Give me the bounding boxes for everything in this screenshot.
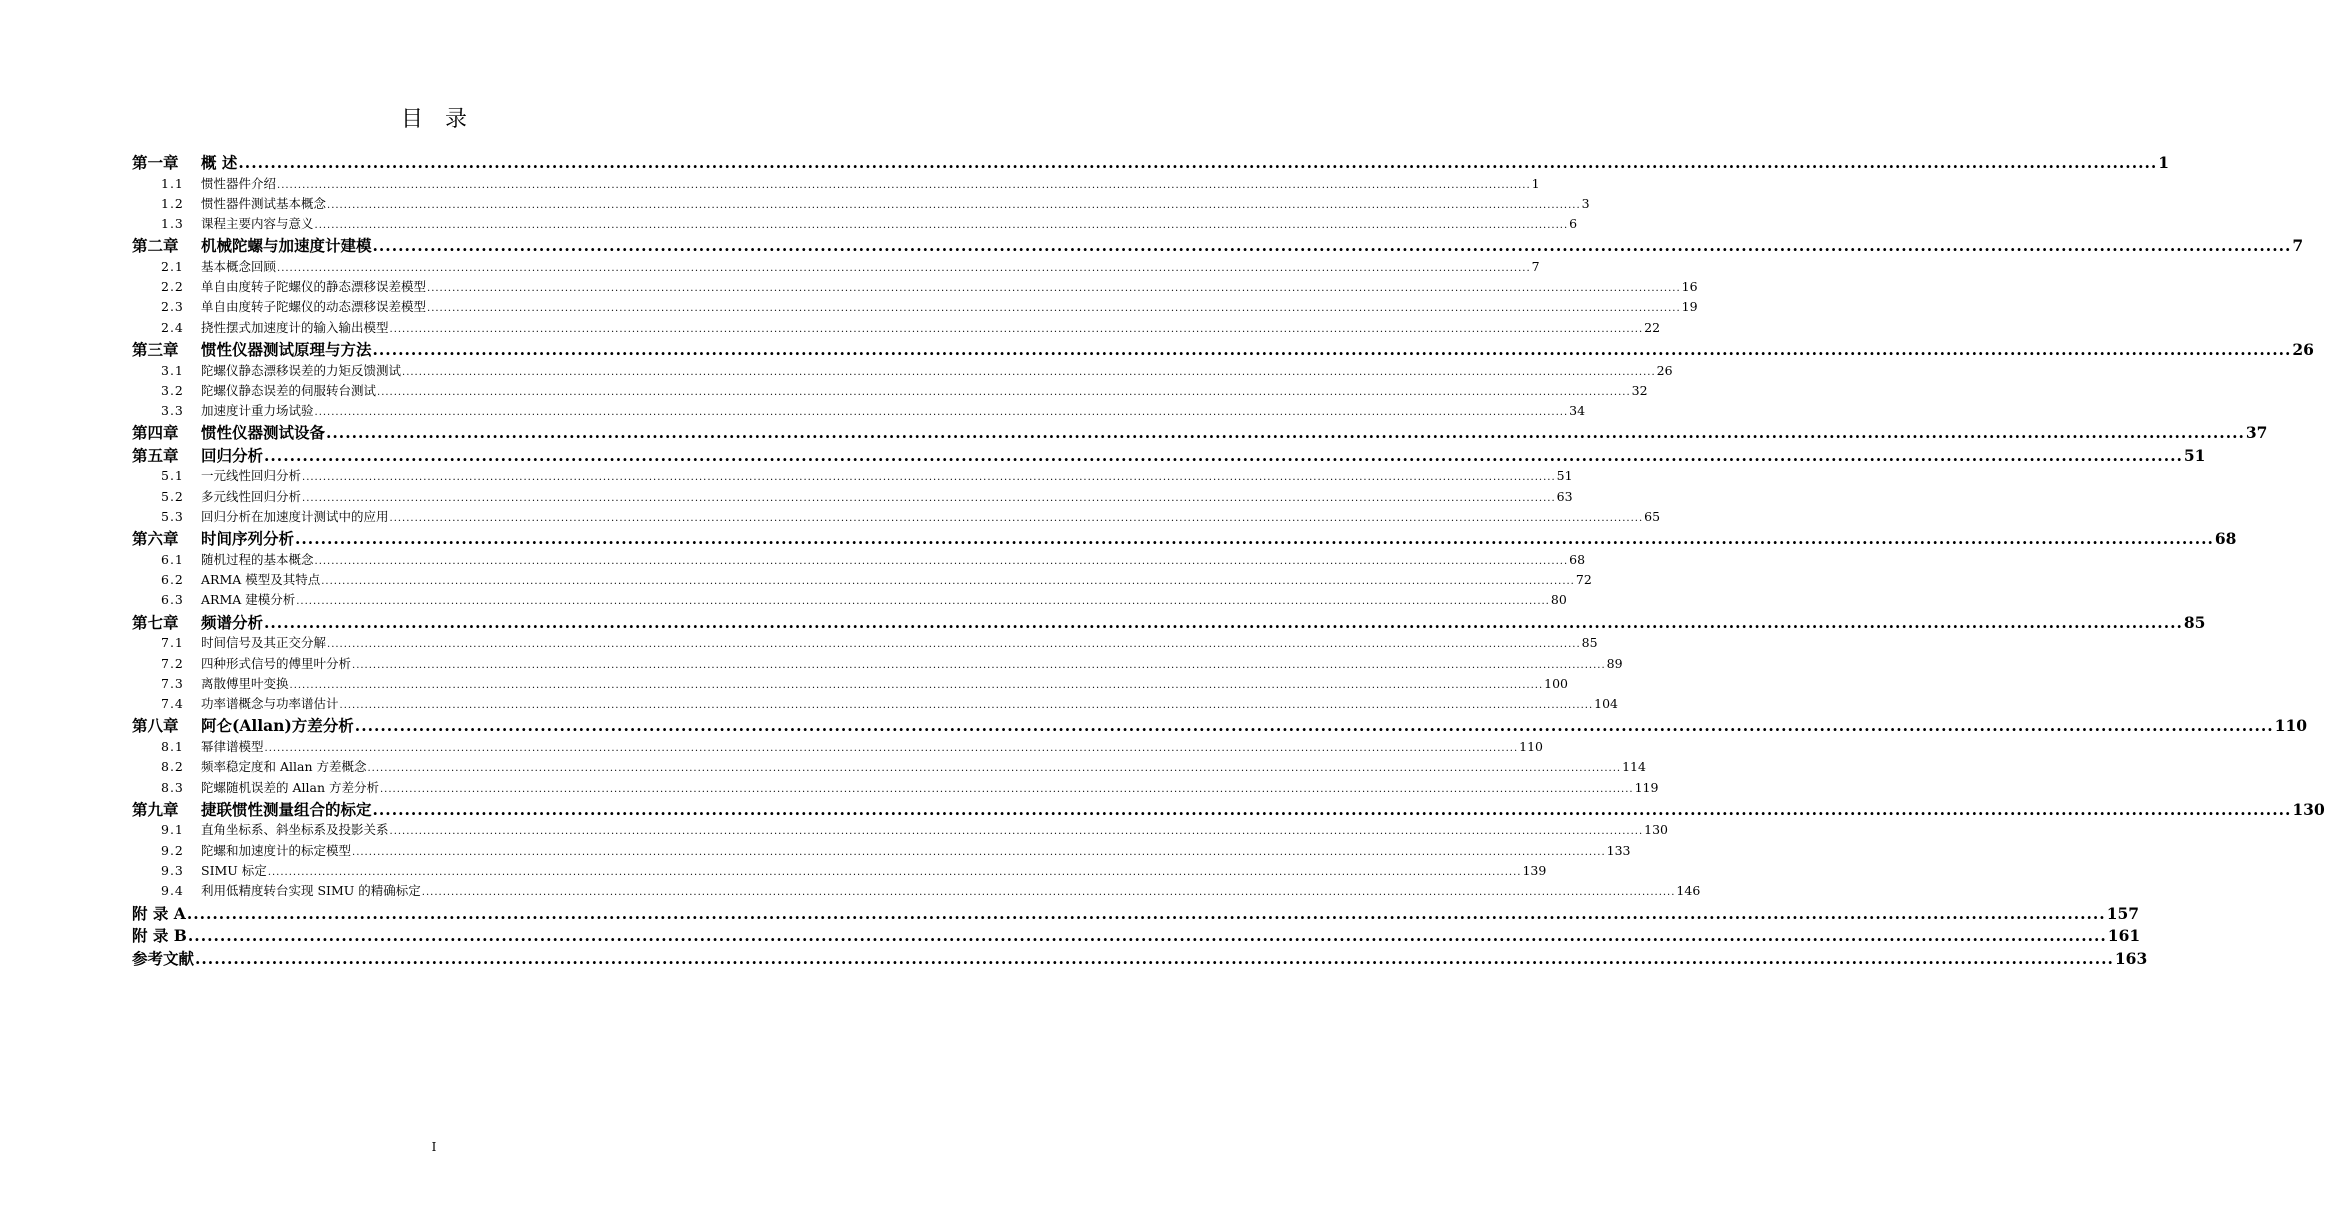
- entry-page-number: 51: [1556, 468, 1573, 484]
- entry-title: 直角坐标系、斜坐标系及投影关系: [201, 822, 389, 838]
- dot-leader: ............................................................................................................................................................................................................................................................................................................: [372, 236, 2292, 256]
- entry-page-number: 114: [1622, 759, 1646, 775]
- toc-section-entry[interactable]: [132, 570, 1592, 590]
- entry-page-number: 7: [1531, 258, 1540, 274]
- dot-leader: ............................................................................................................................................................................................................................................................................................................: [314, 220, 1569, 232]
- entry-number: 2.1: [161, 258, 184, 274]
- toc-section-entry[interactable]: [132, 194, 1590, 214]
- entry-title: 单自由度转子陀螺仪的静态漂移误差模型: [201, 279, 427, 295]
- entry-number: 6.2: [161, 572, 184, 588]
- entry-page-number: 139: [1522, 862, 1547, 878]
- entry-title: 惯性仪器测试设备: [201, 423, 326, 443]
- entry-number: 3.3: [161, 403, 184, 419]
- entry-number: 7.1: [161, 635, 184, 651]
- toc-section-entry[interactable]: [132, 381, 1648, 401]
- toc-chapter-entry[interactable]: [132, 947, 2148, 970]
- entry-page-number: 68: [1569, 551, 1586, 567]
- entry-page-number: 1: [1531, 175, 1540, 191]
- toc-section-entry[interactable]: [132, 257, 1540, 277]
- toc-chapter-entry[interactable]: [132, 444, 2206, 467]
- entry-title: 频率稳定度和 Allan 方差概念: [201, 759, 367, 775]
- entry-number: 5.1: [161, 468, 184, 484]
- entry-page-number: 110: [2274, 716, 2308, 736]
- entry-title: 时间序列分析: [201, 529, 295, 549]
- entry-page-number: 110: [1519, 738, 1543, 754]
- entry-title: 频谱分析: [201, 612, 264, 632]
- toc-chapter-entry[interactable]: [132, 902, 2140, 925]
- entry-title: 挠性摆式加速度计的输入输出模型: [201, 319, 389, 335]
- toc-section-entry[interactable]: [132, 297, 1698, 317]
- entry-title: ARMA 建模分析: [201, 592, 296, 608]
- entry-title: 参考文献: [132, 948, 195, 968]
- entry-title: 离散傅里叶变换: [201, 675, 289, 691]
- entry-title: 基本概念回顾: [201, 258, 277, 274]
- toc-section-entry[interactable]: [132, 401, 1586, 421]
- dot-leader: ............................................................................................................................................................................................................................................................................................................: [267, 866, 1522, 878]
- entry-title: 多元线性回归分析: [201, 488, 302, 504]
- entry-title: 回归分析: [201, 445, 264, 465]
- toc-chapter-entry[interactable]: [132, 611, 2206, 634]
- dot-leader: ............................................................................................................................................................................................................................................................................................................: [327, 199, 1581, 211]
- entry-page-number: 26: [2292, 340, 2314, 360]
- toc-section-entry[interactable]: [132, 487, 1573, 507]
- toc-section-entry[interactable]: [132, 861, 1547, 881]
- toc-section-entry[interactable]: [132, 674, 1568, 694]
- entry-page-number: 133: [1606, 842, 1631, 858]
- entry-title: 幂律谱模型: [201, 738, 264, 754]
- toc-section-entry[interactable]: [132, 318, 1661, 338]
- toc-section-entry[interactable]: [132, 590, 1567, 610]
- entry-number: 第八章: [132, 716, 179, 736]
- toc-chapter-entry[interactable]: [132, 151, 2170, 174]
- dot-leader: ............................................................................................................................................................................................................................................................................................................: [277, 262, 1531, 274]
- entry-number: 5.3: [161, 509, 184, 525]
- dot-leader: ............................................................................................................................................................................................................................................................................................................: [379, 783, 1634, 795]
- entry-number: 第二章: [132, 236, 179, 256]
- entry-page-number: 130: [2292, 799, 2325, 819]
- entry-number: 9.4: [161, 883, 184, 899]
- entry-page-number: 85: [1581, 635, 1598, 651]
- toc-chapter-entry[interactable]: [132, 234, 2304, 257]
- entry-page-number: 3: [1581, 195, 1590, 211]
- dot-leader: ............................................................................................................................................................................................................................................................................................................: [264, 742, 1519, 754]
- entry-number: 8.2: [161, 759, 184, 775]
- dot-leader: ............................................................................................................................................................................................................................................................................................................: [187, 926, 2107, 946]
- dot-leader: ............................................................................................................................................................................................................................................................................................................: [314, 555, 1569, 567]
- entry-number: 2.2: [161, 279, 184, 295]
- toc-section-entry[interactable]: [132, 466, 1573, 486]
- entry-number: 3.1: [161, 362, 184, 378]
- entry-number: 3.2: [161, 382, 184, 398]
- entry-page-number: 119: [1634, 779, 1659, 795]
- entry-page-number: 16: [1681, 279, 1698, 295]
- toc-chapter-entry[interactable]: [132, 421, 2268, 444]
- entry-page-number: 80: [1550, 592, 1567, 608]
- entry-number: 8.1: [161, 738, 184, 754]
- entry-page-number: 85: [2183, 612, 2206, 632]
- toc-section-entry[interactable]: [132, 694, 1618, 714]
- dot-leader: ............................................................................................................................................................................................................................................................................................................: [264, 612, 2183, 632]
- dot-leader: ............................................................................................................................................................................................................................................................................................................: [314, 407, 1569, 419]
- entry-title: 机械陀螺与加速度计建模: [201, 236, 372, 256]
- entry-page-number: 161: [2107, 926, 2141, 946]
- dot-leader: ............................................................................................................................................................................................................................................................................................................: [427, 283, 1681, 295]
- dot-leader: ............................................................................................................................................................................................................................................................................................................: [352, 659, 1606, 671]
- entry-page-number: 72: [1575, 572, 1592, 588]
- dot-leader: ............................................................................................................................................................................................................................................................................................................: [372, 340, 2292, 360]
- entry-page-number: 51: [2183, 445, 2206, 465]
- dot-leader: ............................................................................................................................................................................................................................................................................................................: [302, 492, 1556, 504]
- toc-section-entry[interactable]: [132, 841, 1631, 861]
- toc-section-entry[interactable]: [132, 277, 1698, 297]
- entry-page-number: 22: [1644, 319, 1661, 335]
- entry-title: 捷联惯性测量组合的标定: [201, 799, 372, 819]
- dot-leader: ............................................................................................................................................................................................................................................................................................................: [389, 826, 1644, 838]
- dot-leader: ............................................................................................................................................................................................................................................................................................................: [289, 679, 1544, 691]
- toc-section-entry[interactable]: [132, 507, 1661, 527]
- dot-leader: ............................................................................................................................................................................................................................................................................................................: [427, 303, 1681, 315]
- entry-title: 概 述: [201, 153, 238, 172]
- entry-title: 功率谱概念与功率谱估计: [201, 696, 339, 712]
- page-number: I: [431, 1140, 437, 1154]
- toc-section-entry[interactable]: [132, 654, 1623, 674]
- toc-section-entry[interactable]: [132, 737, 1543, 757]
- entry-number: 第七章: [132, 612, 179, 632]
- toc-section-entry[interactable]: [132, 550, 1586, 570]
- dot-leader: ............................................................................................................................................................................................................................................................................................................: [326, 423, 2245, 443]
- entry-page-number: 163: [2114, 948, 2148, 968]
- dot-leader: ............................................................................................................................................................................................................................................................................................................: [339, 700, 1594, 712]
- entry-number: 8.3: [161, 779, 184, 795]
- entry-number: 1.1: [161, 175, 184, 191]
- entry-page-number: 68: [2214, 529, 2237, 549]
- dot-leader: ............................................................................................................................................................................................................................................................................................................: [264, 445, 2183, 465]
- entry-title: 陀螺仪静态误差的伺服转台测试: [201, 382, 377, 398]
- toc-section-entry[interactable]: [132, 174, 1540, 194]
- entry-page-number: 37: [2245, 423, 2268, 443]
- entry-number: 6.3: [161, 592, 184, 608]
- toc-section-entry[interactable]: [132, 820, 1668, 840]
- dot-leader: ............................................................................................................................................................................................................................................................................................................: [372, 799, 2292, 819]
- entry-number: 6.1: [161, 551, 184, 567]
- entry-title: 单自由度转子陀螺仪的动态漂移误差模型: [201, 299, 427, 315]
- entry-number: 9.1: [161, 822, 184, 838]
- entry-number: 2.4: [161, 319, 184, 335]
- toc-section-entry[interactable]: [132, 881, 1701, 901]
- entry-page-number: 104: [1594, 696, 1618, 712]
- entry-number: 1.3: [161, 216, 184, 232]
- entry-title: 陀螺和加速度计的标定模型: [201, 842, 352, 858]
- entry-page-number: 89: [1606, 655, 1623, 671]
- entry-page-number: 34: [1569, 403, 1586, 419]
- entry-title: 四种形式信号的傅里叶分析: [201, 655, 352, 671]
- entry-page-number: 7: [2292, 236, 2304, 256]
- dot-leader: ............................................................................................................................................................................................................................................................................................................: [354, 716, 2274, 736]
- toc-chapter-entry[interactable]: [132, 798, 2325, 821]
- entry-number: 7.2: [161, 655, 184, 671]
- table-of-contents: [132, 151, 2325, 969]
- entry-number: 第四章: [132, 423, 179, 443]
- entry-number: 第三章: [132, 340, 179, 360]
- entry-number: 1.2: [161, 195, 184, 211]
- toc-section-entry[interactable]: [132, 633, 1598, 653]
- entry-number: 第五章: [132, 445, 179, 465]
- dot-leader: ............................................................................................................................................................................................................................................................................................................: [277, 179, 1531, 191]
- entry-title: 陀螺随机误差的 Allan 方差分析: [201, 779, 379, 795]
- entry-title: 课程主要内容与意义: [201, 216, 314, 232]
- dot-leader: ............................................................................................................................................................................................................................................................................................................: [321, 576, 1575, 588]
- entry-title: 一元线性回归分析: [201, 468, 302, 484]
- dot-leader: ............................................................................................................................................................................................................................................................................................................: [421, 887, 1676, 899]
- entry-title: 惯性器件介绍: [201, 175, 277, 191]
- entry-page-number: 19: [1681, 299, 1698, 315]
- entry-page-number: 100: [1544, 675, 1568, 691]
- toc-section-entry[interactable]: [132, 757, 1646, 777]
- entry-title: 附 录 B: [132, 926, 187, 946]
- entry-title: ARMA 模型及其特点: [201, 572, 321, 588]
- entry-page-number: 32: [1631, 382, 1648, 398]
- entry-number: 9.3: [161, 862, 184, 878]
- dot-leader: ............................................................................................................................................................................................................................................................................................................: [389, 513, 1644, 525]
- toc-section-entry[interactable]: [132, 214, 1578, 234]
- page-title: 目录: [400, 107, 489, 132]
- toc-chapter-entry[interactable]: [132, 924, 2141, 947]
- entry-title: 阿仑(Allan)方差分析: [201, 716, 354, 736]
- entry-number: 7.4: [161, 696, 184, 712]
- dot-leader: ............................................................................................................................................................................................................................................................................................................: [238, 153, 2158, 172]
- entry-number: 9.2: [161, 842, 184, 858]
- entry-number: 第六章: [132, 529, 179, 549]
- entry-title: SIMU 标定: [201, 862, 267, 878]
- entry-page-number: 63: [1556, 488, 1573, 504]
- entry-page-number: 146: [1676, 883, 1701, 899]
- entry-number: 第九章: [132, 799, 179, 819]
- dot-leader: ............................................................................................................................................................................................................................................................................................................: [295, 529, 2214, 549]
- entry-page-number: 1: [2158, 153, 2170, 172]
- entry-page-number: 130: [1644, 822, 1668, 838]
- dot-leader: ............................................................................................................................................................................................................................................................................................................: [302, 472, 1556, 484]
- entry-page-number: 6: [1569, 216, 1578, 232]
- dot-leader: ............................................................................................................................................................................................................................................................................................................: [402, 366, 1656, 378]
- toc-chapter-entry[interactable]: [132, 714, 2308, 737]
- entry-title: 随机过程的基本概念: [201, 551, 314, 567]
- entry-number: 第一章: [132, 153, 179, 172]
- toc-section-entry[interactable]: [132, 361, 1673, 381]
- entry-page-number: 157: [2106, 903, 2140, 923]
- dot-leader: ............................................................................................................................................................................................................................................................................................................: [389, 323, 1644, 335]
- entry-title: 附 录 A: [132, 903, 186, 923]
- entry-title: 惯性器件测试基本概念: [201, 195, 327, 211]
- entry-title: 时间信号及其正交分解: [201, 635, 327, 651]
- entry-title: 惯性仪器测试原理与方法: [201, 340, 372, 360]
- dot-leader: ............................................................................................................................................................................................................................................................................................................: [186, 903, 2106, 923]
- dot-leader: ............................................................................................................................................................................................................................................................................................................: [367, 763, 1622, 775]
- toc-section-entry[interactable]: [132, 778, 1659, 798]
- entry-title: 加速度计重力场试验: [201, 403, 314, 419]
- dot-leader: ............................................................................................................................................................................................................................................................................................................: [327, 639, 1581, 651]
- entry-title: 回归分析在加速度计测试中的应用: [201, 509, 389, 525]
- entry-number: 5.2: [161, 488, 184, 504]
- toc-chapter-entry[interactable]: [132, 527, 2237, 550]
- entry-title: 陀螺仪静态漂移误差的力矩反馈测试: [201, 362, 402, 378]
- dot-leader: ............................................................................................................................................................................................................................................................................................................: [352, 846, 1606, 858]
- entry-number: 7.3: [161, 675, 184, 691]
- dot-leader: ............................................................................................................................................................................................................................................................................................................: [296, 596, 1550, 608]
- entry-number: 2.3: [161, 299, 184, 315]
- dot-leader: ............................................................................................................................................................................................................................................................................................................: [195, 948, 2114, 968]
- entry-title: 利用低精度转台实现 SIMU 的精确标定: [201, 883, 421, 899]
- dot-leader: ............................................................................................................................................................................................................................................................................................................: [377, 386, 1631, 398]
- toc-chapter-entry[interactable]: [132, 338, 2314, 361]
- entry-page-number: 26: [1656, 362, 1673, 378]
- entry-page-number: 65: [1644, 509, 1661, 525]
